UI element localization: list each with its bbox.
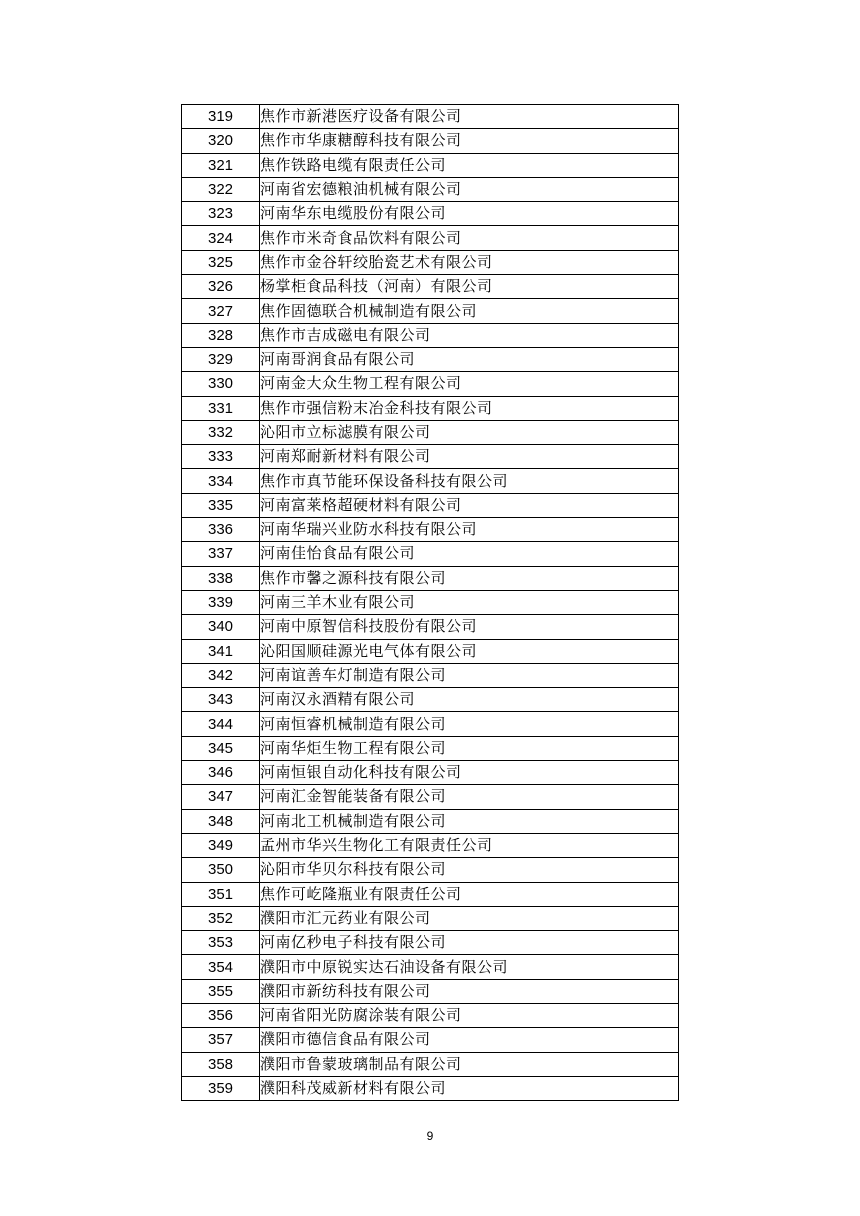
table-row	[182, 542, 679, 566]
row-number: 334	[182, 469, 260, 493]
table-row	[182, 566, 679, 590]
company-name: 焦作市新港医疗设备有限公司	[260, 105, 679, 129]
table-row	[182, 809, 679, 833]
company-name: 焦作市真节能环保设备科技有限公司	[260, 469, 679, 493]
company-name: 焦作市强信粉末冶金科技有限公司	[260, 396, 679, 420]
table-row	[182, 858, 679, 882]
table-row	[182, 882, 679, 906]
company-name: 濮阳市中原锐实达石油设备有限公司	[260, 955, 679, 979]
company-name: 濮阳市新纺科技有限公司	[260, 979, 679, 1003]
company-list-body	[182, 105, 679, 1101]
table-row	[182, 906, 679, 930]
company-name: 河南汇金智能装备有限公司	[260, 785, 679, 809]
table-row	[182, 1052, 679, 1076]
company-name: 孟州市华兴生物化工有限责任公司	[260, 833, 679, 857]
table-row	[182, 347, 679, 371]
table-row	[182, 250, 679, 274]
table-row	[182, 275, 679, 299]
row-number: 345	[182, 736, 260, 760]
row-number: 329	[182, 347, 260, 371]
row-number: 337	[182, 542, 260, 566]
company-name: 焦作市华康糖醇科技有限公司	[260, 129, 679, 153]
row-number: 354	[182, 955, 260, 979]
company-name: 河南金大众生物工程有限公司	[260, 372, 679, 396]
row-number: 320	[182, 129, 260, 153]
company-name: 杨掌柜食品科技（河南）有限公司	[260, 275, 679, 299]
row-number: 347	[182, 785, 260, 809]
company-name: 濮阳市鲁蒙玻璃制品有限公司	[260, 1052, 679, 1076]
table-row	[182, 979, 679, 1003]
company-name: 濮阳市汇元药业有限公司	[260, 906, 679, 930]
table-row	[182, 1003, 679, 1027]
company-name: 沁阳市立标滤膜有限公司	[260, 420, 679, 444]
company-name: 濮阳科茂威新材料有限公司	[260, 1076, 679, 1100]
table-row	[182, 226, 679, 250]
table-row	[182, 299, 679, 323]
company-name: 河南中原智信科技股份有限公司	[260, 615, 679, 639]
page-number: 9	[426, 1129, 434, 1143]
table-row	[182, 153, 679, 177]
row-number: 357	[182, 1028, 260, 1052]
row-number: 356	[182, 1003, 260, 1027]
row-number: 322	[182, 177, 260, 201]
table-row	[182, 931, 679, 955]
table-row	[182, 1028, 679, 1052]
table-row	[182, 833, 679, 857]
company-name: 河南佳怡食品有限公司	[260, 542, 679, 566]
row-number: 359	[182, 1076, 260, 1100]
table-row	[182, 323, 679, 347]
company-name: 焦作市米奇食品饮料有限公司	[260, 226, 679, 250]
row-number: 339	[182, 590, 260, 614]
row-number: 330	[182, 372, 260, 396]
company-name: 河南华瑞兴业防水科技有限公司	[260, 518, 679, 542]
table-row	[182, 129, 679, 153]
row-number: 341	[182, 639, 260, 663]
row-number: 344	[182, 712, 260, 736]
company-name: 河南北工机械制造有限公司	[260, 809, 679, 833]
row-number: 343	[182, 688, 260, 712]
row-number: 327	[182, 299, 260, 323]
table-row	[182, 736, 679, 760]
company-name: 河南富莱格超硬材料有限公司	[260, 493, 679, 517]
table-row	[182, 688, 679, 712]
table-row	[182, 590, 679, 614]
row-number: 348	[182, 809, 260, 833]
row-number: 355	[182, 979, 260, 1003]
table-row	[182, 396, 679, 420]
company-name: 河南省阳光防腐涂装有限公司	[260, 1003, 679, 1027]
company-list-table	[181, 104, 679, 1101]
table-row	[182, 663, 679, 687]
table-row	[182, 785, 679, 809]
company-name: 河南恒银自动化科技有限公司	[260, 761, 679, 785]
row-number: 332	[182, 420, 260, 444]
company-name: 河南哥润食品有限公司	[260, 347, 679, 371]
company-name: 焦作固德联合机械制造有限公司	[260, 299, 679, 323]
table-row	[182, 493, 679, 517]
row-number: 336	[182, 518, 260, 542]
table-row	[182, 105, 679, 129]
company-name: 河南省宏德粮油机械有限公司	[260, 177, 679, 201]
table-row	[182, 761, 679, 785]
row-number: 319	[182, 105, 260, 129]
company-name: 濮阳市德信食品有限公司	[260, 1028, 679, 1052]
table-row	[182, 420, 679, 444]
row-number: 352	[182, 906, 260, 930]
company-name: 河南汉永酒精有限公司	[260, 688, 679, 712]
table-row	[182, 955, 679, 979]
table-row	[182, 639, 679, 663]
company-name: 焦作市馨之源科技有限公司	[260, 566, 679, 590]
company-name: 河南谊善车灯制造有限公司	[260, 663, 679, 687]
company-name: 焦作市金谷轩绞胎瓷艺术有限公司	[260, 250, 679, 274]
table-row	[182, 177, 679, 201]
company-name: 沁阳国顺硅源光电气体有限公司	[260, 639, 679, 663]
row-number: 333	[182, 445, 260, 469]
row-number: 321	[182, 153, 260, 177]
company-name: 河南三羊木业有限公司	[260, 590, 679, 614]
row-number: 331	[182, 396, 260, 420]
row-number: 342	[182, 663, 260, 687]
row-number: 328	[182, 323, 260, 347]
company-name: 河南华炬生物工程有限公司	[260, 736, 679, 760]
row-number: 338	[182, 566, 260, 590]
table-row	[182, 445, 679, 469]
company-name: 焦作可屹隆瓶业有限责任公司	[260, 882, 679, 906]
row-number: 323	[182, 202, 260, 226]
row-number: 326	[182, 275, 260, 299]
row-number: 335	[182, 493, 260, 517]
row-number: 358	[182, 1052, 260, 1076]
table-row	[182, 202, 679, 226]
table-row	[182, 372, 679, 396]
row-number: 349	[182, 833, 260, 857]
row-number: 325	[182, 250, 260, 274]
company-name: 河南华东电缆股份有限公司	[260, 202, 679, 226]
company-name: 河南恒睿机械制造有限公司	[260, 712, 679, 736]
company-name: 河南郑耐新材料有限公司	[260, 445, 679, 469]
company-name: 焦作铁路电缆有限责任公司	[260, 153, 679, 177]
row-number: 346	[182, 761, 260, 785]
table-row	[182, 1076, 679, 1100]
row-number: 350	[182, 858, 260, 882]
table-row	[182, 518, 679, 542]
company-name: 焦作市吉成磁电有限公司	[260, 323, 679, 347]
row-number: 324	[182, 226, 260, 250]
company-name: 沁阳市华贝尔科技有限公司	[260, 858, 679, 882]
table-row	[182, 712, 679, 736]
company-name: 河南亿秒电子科技有限公司	[260, 931, 679, 955]
row-number: 340	[182, 615, 260, 639]
row-number: 351	[182, 882, 260, 906]
table-row	[182, 615, 679, 639]
row-number: 353	[182, 931, 260, 955]
table-row	[182, 469, 679, 493]
